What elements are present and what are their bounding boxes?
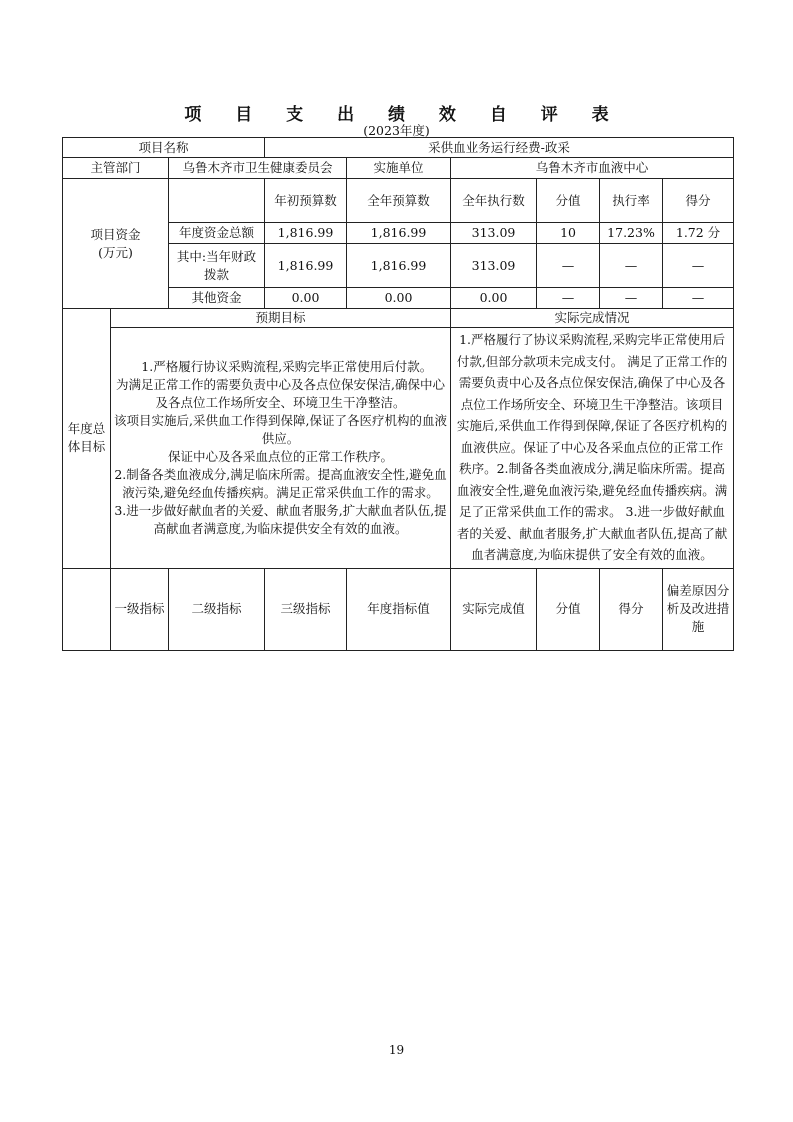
funds-row-initial: 1,816.99 <box>265 244 347 288</box>
funds-row-score-value: 10 <box>537 223 600 244</box>
funds-header-blank <box>169 179 265 223</box>
expected-goal-text <box>111 328 451 569</box>
funds-row-score-value: — <box>537 288 600 309</box>
funds-header-initial: 年初预算数 <box>265 179 347 223</box>
funds-row-annual: 1,816.99 <box>347 244 451 288</box>
dept-value: 乌鲁木齐市卫生健康委员会 <box>169 158 347 179</box>
indicator-header-actual-value: 实际完成值 <box>451 568 537 650</box>
indicator-header-level1: 一级指标 <box>111 568 169 650</box>
expected-goal-paragraph: 1.严格履行协议采购流程,采购完毕正常使用后付款。 <box>141 358 433 374</box>
funds-row-label: 其中:当年财政拨款 <box>169 244 265 288</box>
indicator-header-deviation-analysis: 偏差原因分析及改进措施 <box>663 568 734 650</box>
expected-goal-header: 预期目标 <box>111 309 451 328</box>
indicator-header-annual-target: 年度指标值 <box>347 568 451 650</box>
funds-unit: (万元) <box>98 244 133 260</box>
funds-row-annual: 1,816.99 <box>347 223 451 244</box>
funds-row-score: — <box>663 288 734 309</box>
report-year: (2023年度) <box>363 123 430 138</box>
actual-result-text: 1.严格履行了协议采购流程,采购完毕正常使用后付款,但部分款项未完成支付。 满足了正常工作的需要负责中心及各点位保安保洁,确保了中心及各点位工作场所安全、环境卫生干净整洁。该项目实施后,采供血工作得到保障,保证了各医疗机构的血液供应。保证了中心及各采血点位的正常工作秩序。2.制备各类血液成分,满足临床所需。提高血液安全性,避免血液污染,避免经血传播疾病。满足了正常采供血工作的需求。 3.进一步做好献血者的关爱、献血者服务,扩大献血者队伍,提高了献血者满意度,为临床提供了安全有效的血液。 <box>451 328 734 569</box>
indicator-header-score-value: 分值 <box>537 568 600 650</box>
funds-row-label: 年度资金总额 <box>169 223 265 244</box>
funds-label: 项目资金 <box>90 226 141 242</box>
indicator-header-blank <box>63 568 111 650</box>
impl-unit-label: 实施单位 <box>347 158 451 179</box>
actual-result-header: 实际完成情况 <box>451 309 734 328</box>
funds-row-rate: 17.23% <box>600 223 663 244</box>
funds-row-initial: 0.00 <box>265 288 347 309</box>
funds-header-score-value: 分值 <box>537 179 600 223</box>
funds-row-label: 其他资金 <box>169 288 265 309</box>
funds-header-executed: 全年执行数 <box>451 179 537 223</box>
funds-header-score: 得分 <box>663 179 734 223</box>
expected-goal-paragraph: 为满足正常工作的需要负责中心及各点位保安保洁,确保中心及各点位工作场所安全、环境卫生干净整洁。 <box>116 376 445 410</box>
funds-row-annual: 0.00 <box>347 288 451 309</box>
funds-row-rate: — <box>600 244 663 288</box>
expected-goal-paragraph: 该项目实施后,采供血工作得到保障,保证了各医疗机构的血液供应。 <box>114 412 447 446</box>
page-title: 项 目 支 出 绩 效 自 评 表 <box>184 105 623 125</box>
funds-row-executed: 0.00 <box>451 288 537 309</box>
indicator-header-score: 得分 <box>600 568 663 650</box>
funds-header-rate: 执行率 <box>600 179 663 223</box>
project-name-label: 项目名称 <box>63 138 265 158</box>
expected-goal-paragraph: 保证中心及各采血点位的正常工作秩序。 <box>168 448 394 464</box>
expected-goal-paragraph: 3.进一步做好献血者的关爱、献血者服务,扩大献血者队伍,提高献血者满意度,为临床提供安全有效的血液。 <box>114 502 447 536</box>
indicator-header-level3: 三级指标 <box>265 568 347 650</box>
impl-unit-value: 乌鲁木齐市血液中心 <box>451 158 734 179</box>
funds-row-initial: 1,816.99 <box>265 223 347 244</box>
annual-goal-label: 年度总体目标 <box>63 309 111 569</box>
funds-row-executed: 313.09 <box>451 244 537 288</box>
funds-row-score-value: — <box>537 244 600 288</box>
project-name-value: 采供血业务运行经费-政采 <box>265 138 734 158</box>
funds-label-cell <box>63 179 169 309</box>
page-number: 19 <box>388 1043 405 1057</box>
funds-row-executed: 313.09 <box>451 223 537 244</box>
expected-goal-paragraph: 2.制备各类血液成分,满足临床所需。提高血液安全性,避免血液污染,避免经血传播疾病。满足正常采供血工作的需求。 <box>114 466 447 500</box>
indicator-header-level2: 二级指标 <box>169 568 265 650</box>
funds-row-score: — <box>663 244 734 288</box>
funds-header-annual: 全年预算数 <box>347 179 451 223</box>
performance-self-evaluation-table <box>62 137 734 651</box>
funds-row-score: 1.72 分 <box>663 223 734 244</box>
funds-row-rate: — <box>600 288 663 309</box>
dept-label: 主管部门 <box>63 158 169 179</box>
